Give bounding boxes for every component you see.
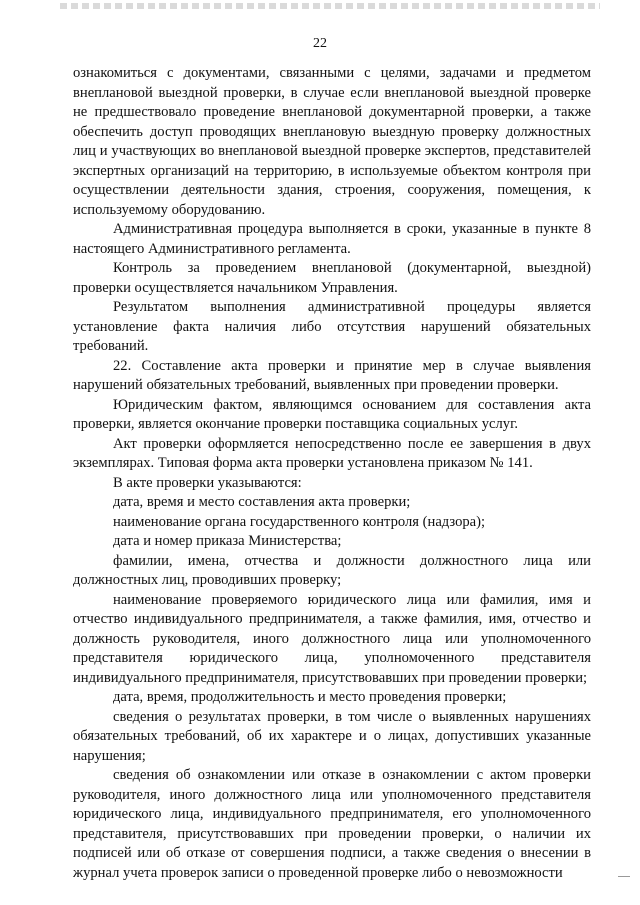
scan-header-artifact	[60, 3, 600, 9]
page-number: 22	[313, 36, 327, 51]
paragraph-1: ознакомиться с документами, связанными с целями, задачами и предметом внеплановой выездной проверки, в случае если внеплановой выездной проверке не предшествовало проведение внеплановой документарной проверки, а также обеспечить доступ проводящих внеплановую выездную проверку должностных лиц и участвующих во внеплановой выездной проверке экспертов, представителей экспертных организаций на территорию, в используемые объектом контроля при осуществлении деятельности здания, строения, сооружения, помещения, к используемому оборудованию.	[73, 65, 591, 218]
list-item-1: дата, время и место составления акта проверки;	[113, 494, 411, 510]
paragraph-8-list-intro: В акте проверки указываются:	[113, 474, 302, 491]
paragraph-4: Результатом выполнения административной процедуры является установление факта наличия либо отсутствия нарушений обязательных требований.	[73, 299, 591, 354]
margin-mark	[618, 876, 630, 877]
paragraph-5-section-22: 22. Составление акта проверки и принятие мер в случае выявления нарушений обязательных требований, выявленных при проведении проверки.	[73, 357, 591, 393]
paragraph-7: Акт проверки оформляется непосредственно после ее завершения в двух экземплярах. Типовая форма акта проверки установлена приказом № 141.	[73, 435, 591, 471]
list-item-4: фамилии, имена, отчества и должности должностного лица или должностных лиц, проводивших проверку;	[73, 552, 591, 588]
list-item-3: дата и номер приказа Министерства;	[113, 533, 342, 549]
list-item-5: наименование проверяемого юридического лица или фамилия, имя и отчество индивидуального предпринимателя, а также фамилия, имя, отчество и должность руководителя, иного должностного лица или уполномоченного представителя юридического лица, уполномоченного представителя индивидуального предпринимателя, присутствовавших при проведении проверки;	[73, 591, 591, 686]
list-item-6: дата, время, продолжительность и место проведения проверки;	[113, 689, 507, 705]
list-item-8: сведения об ознакомлении или отказе в ознакомлении с актом проверки руководителя, иного должностного лица или уполномоченного представителя юридического лица, индивидуального предпринимателя, его уполномоченного представителя, присутствовавших при проведении проверки, о наличии их подписей или об отказе от совершения подписи, а также сведения о внесении в журнал учета проверок записи о проведенной проверке либо о невозможности	[73, 767, 591, 881]
list-item-2: наименование органа государственного контроля (надзора);	[113, 513, 486, 530]
paragraph-2: Административная процедура выполняется в сроки, указанные в пункте 8 настоящего Административного регламента.	[73, 221, 591, 257]
list-item-7: сведения о результатах проверки, в том числе о выявленных нарушениях обязательных требований, об их характере и о лицах, допустивших указанные нарушения;	[73, 708, 591, 764]
document-body	[73, 64, 591, 883]
paragraph-3: Контроль за проведением внеплановой (документарной, выездной) проверки осуществляется начальником Управления.	[73, 260, 591, 296]
paragraph-6: Юридическим фактом, являющимся основанием для составления акта проверки, является окончание проверки поставщика социальных услуг.	[73, 396, 591, 432]
